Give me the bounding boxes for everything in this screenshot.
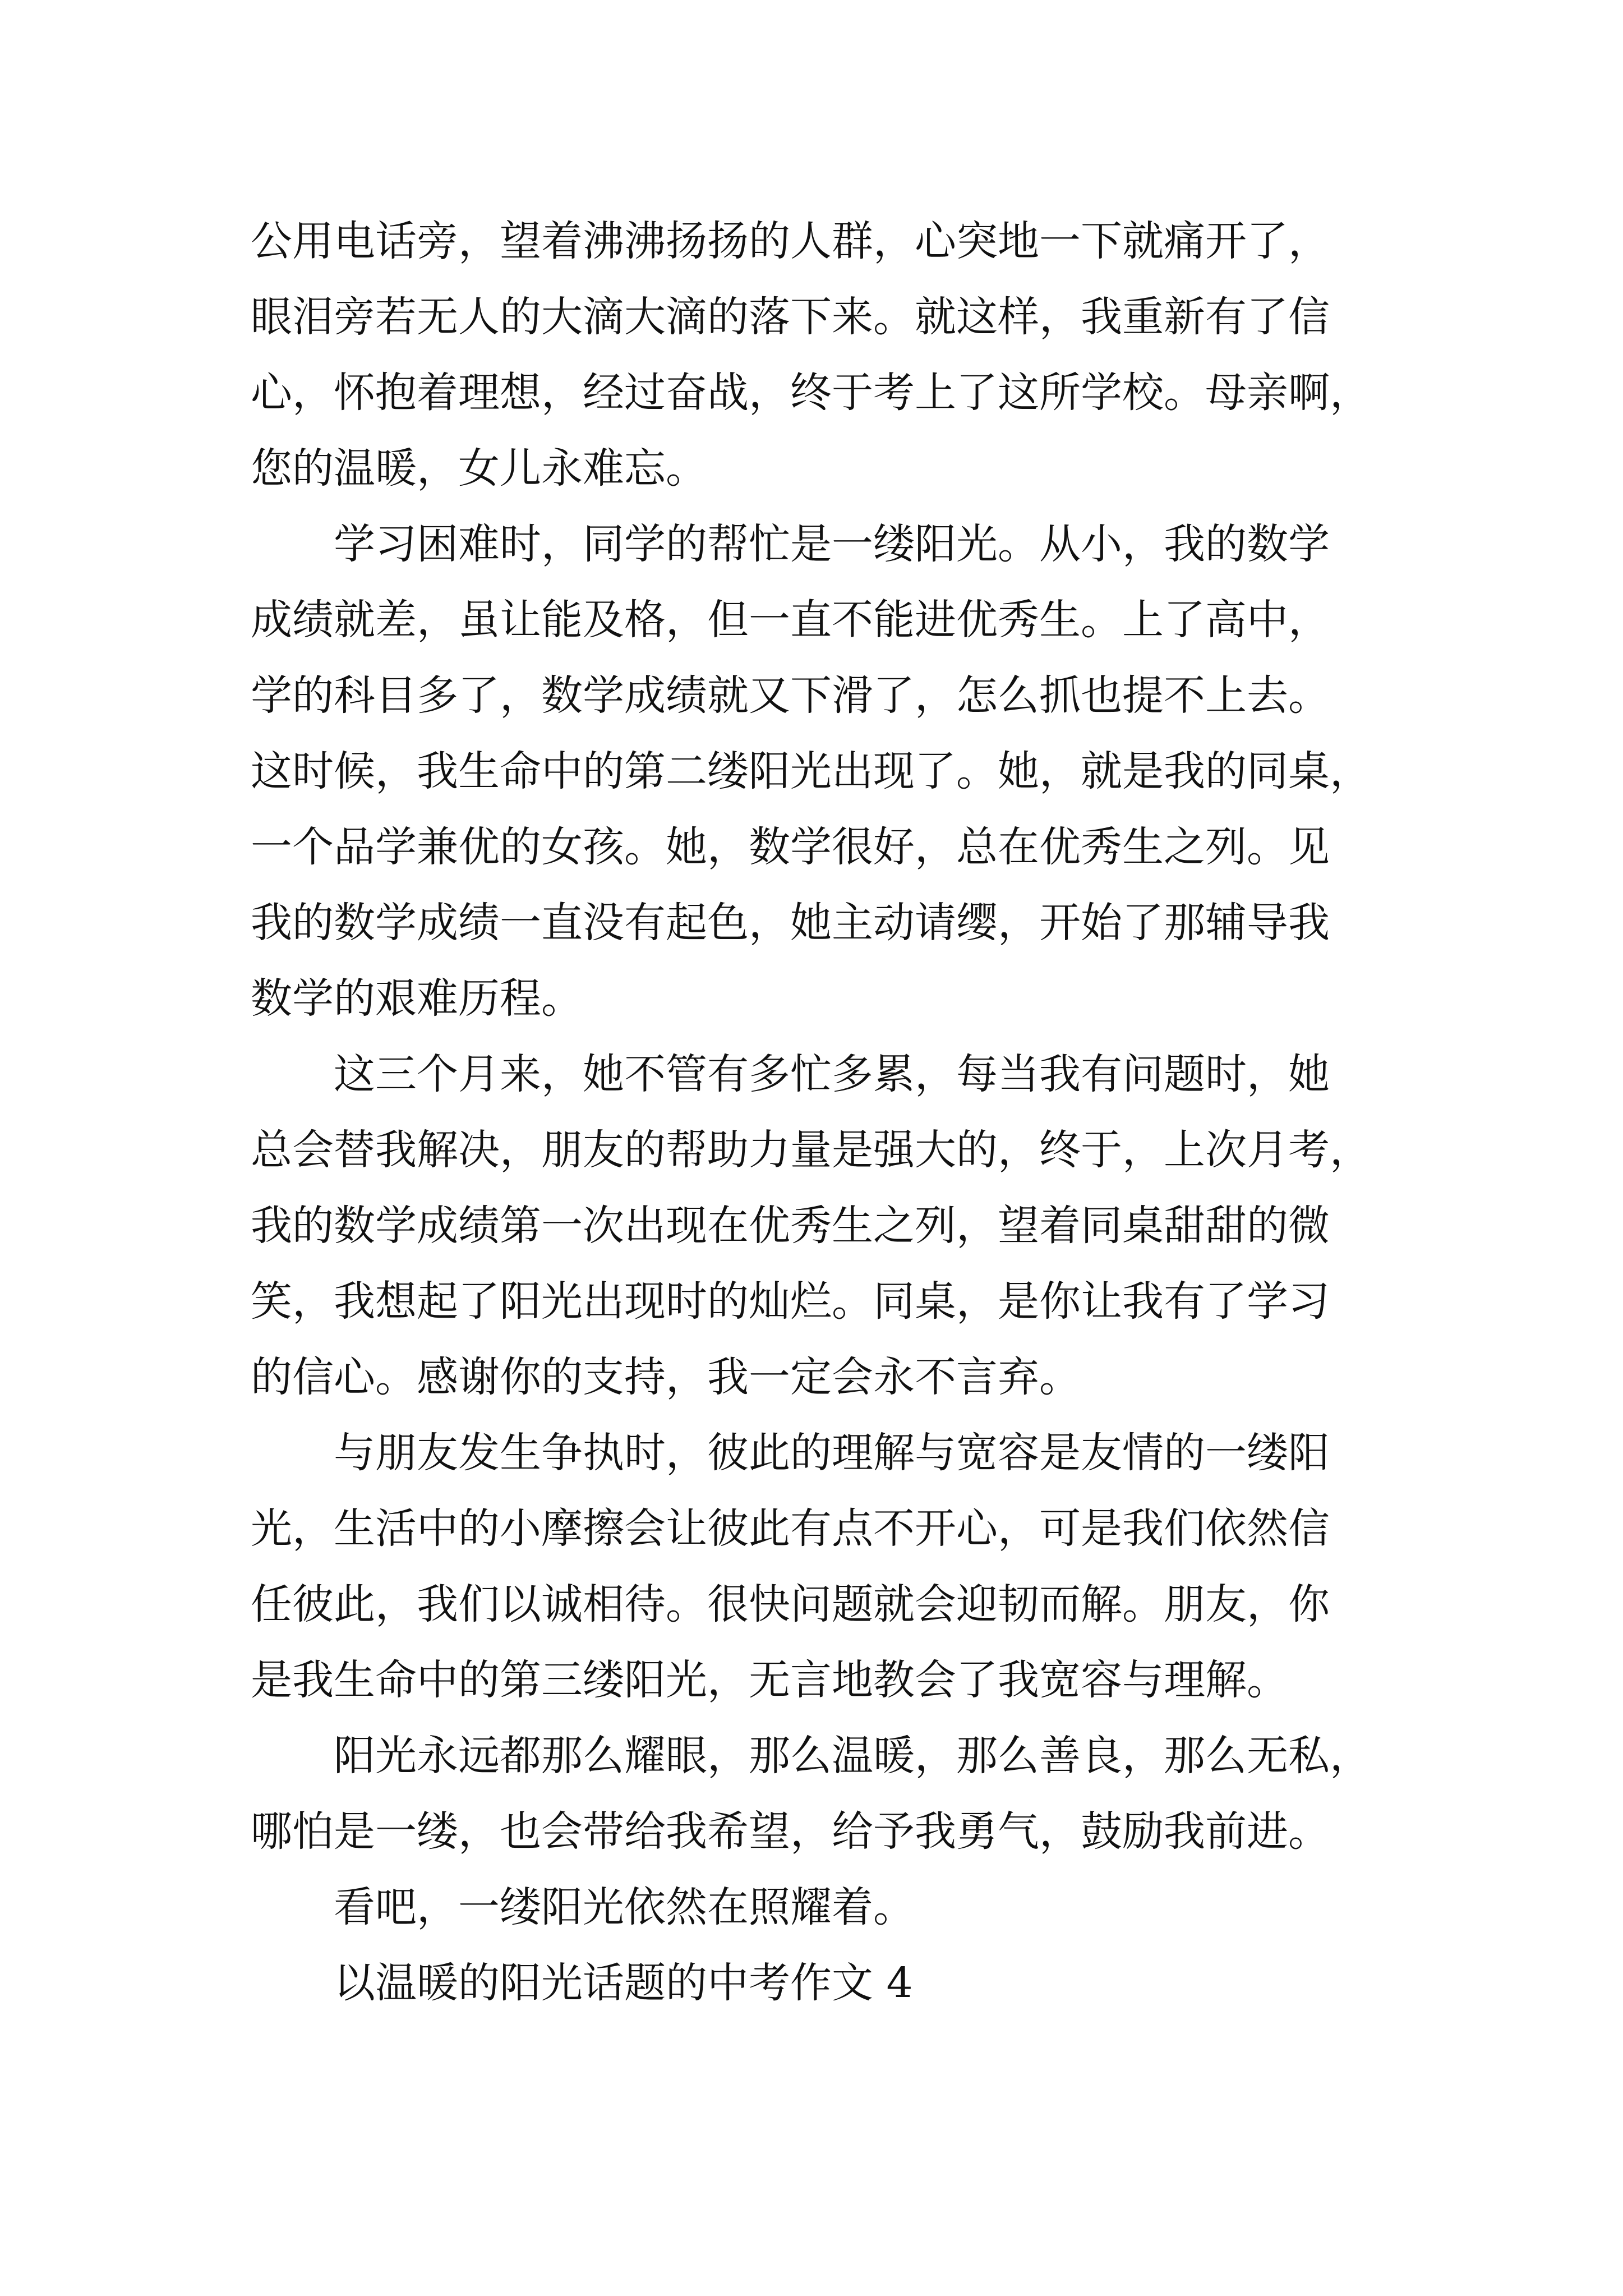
text-line: 公用电话旁，望着沸沸扬扬的人群，心突地一下就痛开了， [251, 217, 1330, 265]
paragraph-first-line: 看吧，一缕阳光依然在照耀着。 [334, 1883, 915, 1931]
text-line: 总会替我解决，朋友的帮助力量是强大的，终于，上次月考， [251, 1126, 1371, 1174]
text-line: 是我生命中的第三缕阳光，无言地教会了我宽容与理解。 [251, 1656, 1288, 1704]
text-line: 成绩就差，虽让能及格，但一直不能进优秀生。上了高中， [251, 596, 1330, 644]
text-line: 一个品学兼优的女孩。她，数学很好，总在优秀生之列。见 [251, 823, 1330, 871]
text-line: 心，怀抱着理想，经过奋战，终于考上了这所学校。母亲啊， [251, 369, 1371, 417]
text-line: 学的科目多了，数学成绩就又下滑了，怎么抓也提不上去。 [251, 671, 1330, 720]
paragraph-first-line: 学习困难时，同学的帮忙是一缕阳光。从小，我的数学 [334, 520, 1330, 568]
text-line: 眼泪旁若无人的大滴大滴的落下来。就这样，我重新有了信 [251, 293, 1330, 341]
paragraph-first-line: 与朋友发生争执时，彼此的理解与宽容是友情的一缕阳 [334, 1429, 1330, 1477]
text-line: 任彼此，我们以诚相待。很快问题就会迎韧而解。朋友，你 [251, 1580, 1330, 1628]
text-line: 我的数学成绩一直没有起色，她主动请缨，开始了那辅导我 [251, 899, 1330, 947]
text-line: 数学的艰难历程。 [251, 974, 583, 1023]
text-line: 哪怕是一缕，也会带给我希望，给予我勇气，鼓励我前进。 [251, 1807, 1330, 1856]
text-line: 您的温暖，女儿永难忘。 [251, 444, 707, 493]
section-heading: 以温暖的阳光话题的中考作文 4 [334, 1959, 913, 2007]
text-line: 我的数学成绩第一次出现在优秀生之列，望着同桌甜甜的微 [251, 1202, 1330, 1250]
paragraph-first-line: 阳光永远都那么耀眼，那么温暖，那么善良，那么无私， [334, 1732, 1371, 1780]
text-line: 笑，我想起了阳光出现时的灿烂。同桌，是你让我有了学习 [251, 1277, 1330, 1326]
text-line: 光，生活中的小摩擦会让彼此有点不开心，可是我们依然信 [251, 1504, 1330, 1553]
paragraph-first-line: 这三个月来，她不管有多忙多累，每当我有问题时，她 [334, 1050, 1330, 1098]
text-line: 的信心。感谢你的支持，我一定会永不言弃。 [251, 1353, 1081, 1401]
text-line: 这时候，我生命中的第二缕阳光出现了。她，就是我的同桌， [251, 747, 1371, 795]
